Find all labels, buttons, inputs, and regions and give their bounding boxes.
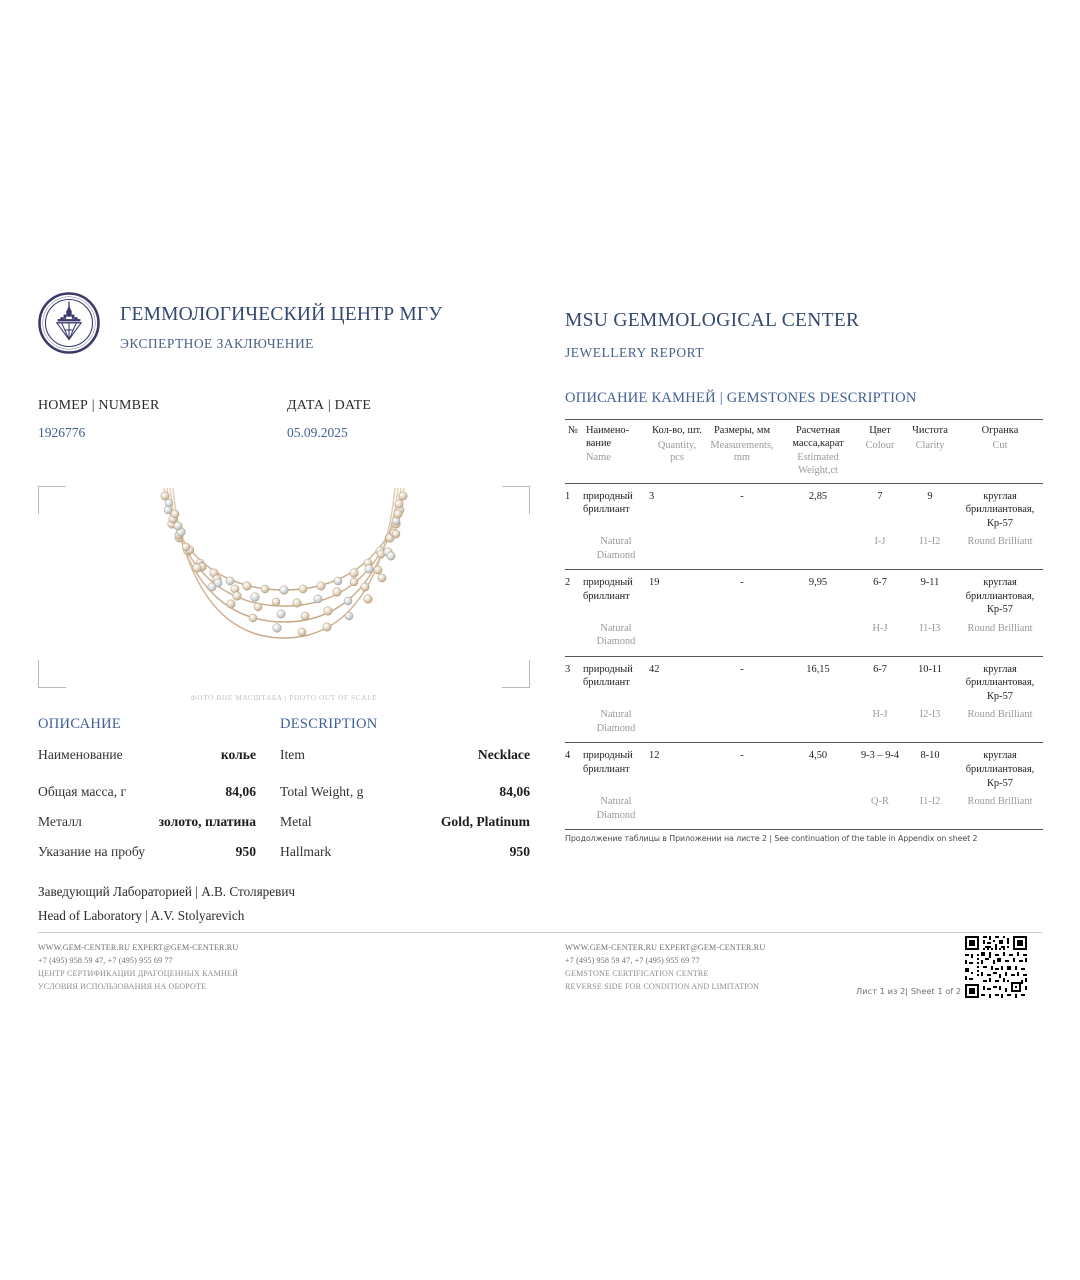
field-value: 84,06 bbox=[499, 784, 530, 799]
cell-no: 4 bbox=[565, 750, 571, 762]
cell-colour-en: Q-R bbox=[857, 790, 903, 830]
organization-title-en: MSU GEMMOLOGICAL CENTER bbox=[565, 310, 860, 331]
table-row-en bbox=[565, 703, 1043, 743]
column-header-quantity: Кол-во, шт. Quantity, pcs bbox=[649, 420, 705, 484]
column-header-name: Наимено-вание Name bbox=[583, 420, 649, 484]
field-label: Указание на пробу bbox=[38, 844, 146, 859]
cell-quantity: 12 bbox=[649, 750, 660, 762]
description-column-ru bbox=[38, 716, 256, 860]
cell-weight: 2,85 bbox=[808, 490, 828, 502]
qr-code[interactable] bbox=[963, 934, 1029, 1000]
gemstones-section bbox=[565, 390, 1043, 843]
organization-subtitle-en: JEWELLERY REPORT bbox=[565, 345, 705, 360]
field-value: 84,06 bbox=[225, 784, 256, 799]
description-row bbox=[280, 844, 530, 860]
footer-center-name-ru: ЦЕНТР СЕРТИФИКАЦИИ ДРАГОЦЕННЫХ КАМНЕЙ bbox=[38, 969, 239, 979]
photo-caption: ФОТО ВНЕ МАСШТАБА | PHOTO OUT OF SCALE bbox=[190, 693, 378, 702]
necklace-photo bbox=[134, 486, 434, 668]
cell-cut-ru: круглая бриллиантовая, Кр-57 bbox=[965, 490, 1035, 529]
report-date-value: 05.09.2025 bbox=[287, 425, 348, 440]
cell-colour-en: H-J bbox=[857, 617, 903, 657]
column-header-weight: Расчетная масса,карат Estimated Weight,ct bbox=[779, 420, 857, 484]
organization-subtitle-ru: ЭКСПЕРТНОЕ ЗАКЛЮЧЕНИЕ bbox=[120, 336, 314, 351]
cell-clarity-ru: 9-11 bbox=[920, 577, 940, 589]
cell-measurements: - bbox=[740, 490, 744, 502]
footer-phone-ru: +7 (495) 958 59 47, +7 (495) 955 69 77 bbox=[38, 956, 173, 966]
cell-colour-ru: 6-7 bbox=[873, 663, 887, 675]
cell-weight: 9,95 bbox=[808, 577, 828, 589]
table-row bbox=[565, 656, 1043, 703]
footer-website-en: WWW.GEM-CENTER.RU EXPERT@GEM-CENTER.RU bbox=[565, 943, 766, 952]
field-label: Металл bbox=[38, 814, 82, 829]
gemstones-table-head bbox=[565, 420, 1043, 484]
cell-cut-en: Round Brilliant bbox=[957, 703, 1043, 743]
cell-colour-ru: 6-7 bbox=[873, 577, 887, 589]
field-value: колье bbox=[220, 747, 256, 762]
table-row bbox=[565, 743, 1043, 790]
report-number-block bbox=[38, 398, 160, 441]
cell-spacer bbox=[705, 703, 779, 743]
cell-spacer bbox=[779, 530, 857, 570]
cell-cut-ru: круглая бриллиантовая, Кр-57 bbox=[965, 663, 1035, 702]
description-row bbox=[38, 747, 256, 763]
cell-cut-ru: круглая бриллиантовая, Кр-57 bbox=[965, 750, 1035, 789]
cell-spacer bbox=[649, 703, 705, 743]
signature-line-en: Head of Laboratory | A.V. Stolyarevich bbox=[38, 908, 245, 923]
column-header-colour: Цвет Colour bbox=[857, 420, 903, 484]
footer-conditions-en: REVERSE SIDE FOR CONDITION AND LIMITATION bbox=[565, 982, 760, 992]
cell-name-en: Natural Diamond bbox=[583, 530, 649, 570]
cell-quantity: 3 bbox=[649, 490, 655, 502]
footer-phone-en: +7 (495) 958 59 47, +7 (495) 955 69 77 bbox=[565, 956, 700, 966]
photo-corner-top-right bbox=[502, 486, 530, 514]
cell-spacer bbox=[565, 703, 583, 743]
cell-cut-en: Round Brilliant bbox=[957, 790, 1043, 830]
cell-clarity-en: I2-I3 bbox=[903, 703, 957, 743]
footer-website-ru: WWW.GEM-CENTER.RU EXPERT@GEM-CENTER.RU bbox=[38, 943, 239, 952]
column-header-cut: Огранка Cut bbox=[957, 420, 1043, 484]
description-column-en bbox=[280, 716, 530, 860]
header-right bbox=[565, 310, 859, 361]
cell-clarity-en: I1-I2 bbox=[903, 790, 957, 830]
description-heading-en: DESCRIPTION bbox=[280, 716, 378, 732]
cell-weight: 16,15 bbox=[806, 663, 830, 675]
organization-title-ru: ГЕММОЛОГИЧЕСКИЙ ЦЕНТР МГУ bbox=[120, 304, 443, 325]
jewellery-photo-area bbox=[38, 486, 530, 702]
field-label: Hallmark bbox=[280, 844, 332, 859]
field-value: Gold, Platinum bbox=[440, 814, 530, 829]
cell-quantity: 19 bbox=[649, 577, 660, 589]
signature-line-ru: Заведующий Лабораторией | А.В. Столяревич bbox=[38, 884, 296, 899]
cell-name-ru: природный бриллиант bbox=[583, 663, 633, 689]
cell-colour-en: I-J bbox=[857, 530, 903, 570]
footer-divider bbox=[38, 932, 1042, 933]
gemstones-heading: ОПИСАНИЕ КАМНЕЙ | GEMSTONES DESCRIPTION bbox=[565, 390, 917, 406]
msu-gemmological-center-seal-icon bbox=[38, 292, 100, 354]
cell-name-ru: природный бриллиант bbox=[583, 490, 633, 516]
field-label: Наименование bbox=[38, 747, 123, 762]
cell-spacer bbox=[565, 530, 583, 570]
cell-no: 1 bbox=[565, 490, 571, 502]
cell-measurements: - bbox=[740, 577, 744, 589]
footer-center-name-en: GEMSTONE CERTIFICATION CENTRE bbox=[565, 969, 709, 979]
cell-spacer bbox=[705, 617, 779, 657]
field-label: Общая масса, г bbox=[38, 784, 127, 799]
field-value: 950 bbox=[235, 844, 256, 859]
column-header-no: № bbox=[565, 420, 583, 484]
cell-spacer bbox=[649, 530, 705, 570]
cell-cut-en: Round Brilliant bbox=[957, 530, 1043, 570]
footer-right bbox=[565, 941, 765, 993]
table-row bbox=[565, 570, 1043, 617]
footer-left bbox=[38, 941, 238, 993]
cell-colour-ru: 9-3 – 9-4 bbox=[860, 750, 900, 762]
cell-cut-ru: круглая бриллиантовая, Кр-57 bbox=[965, 577, 1035, 616]
cell-clarity-ru: 10-11 bbox=[918, 663, 942, 675]
cell-spacer bbox=[779, 703, 857, 743]
cell-spacer bbox=[649, 617, 705, 657]
report-date-block bbox=[287, 398, 371, 441]
gemstones-table-body bbox=[565, 483, 1043, 829]
field-value: 950 bbox=[509, 844, 530, 859]
description-row bbox=[38, 844, 256, 860]
cell-spacer bbox=[705, 790, 779, 830]
cell-name-ru: природный бриллиант bbox=[583, 577, 633, 602]
footer-conditions-ru: УСЛОВИЯ ИСПОЛЬЗОВАНИЯ НА ОБОРОТЕ bbox=[38, 982, 207, 992]
table-continuation-note: Продолжение таблицы в Приложении на листе 2 | See continuation of the table in Appendix on sheet 2 bbox=[565, 834, 978, 844]
table-row-en bbox=[565, 530, 1043, 570]
cell-name-en: Natural Diamond bbox=[583, 617, 649, 657]
photo-corner-bottom-right bbox=[502, 660, 530, 688]
cell-cut-en: Round Brilliant bbox=[957, 617, 1043, 657]
cell-colour-en: H-J bbox=[857, 703, 903, 743]
cell-weight: 4,50 bbox=[808, 750, 828, 762]
description-row bbox=[38, 814, 256, 830]
cell-name-en: Natural Diamond bbox=[583, 703, 649, 743]
column-header-measurements: Размеры, мм Measurements, mm bbox=[705, 420, 779, 484]
cell-spacer bbox=[565, 617, 583, 657]
column-header-clarity: Чистота Clarity bbox=[903, 420, 957, 484]
description-heading-ru: ОПИСАНИЕ bbox=[38, 716, 122, 732]
cell-spacer bbox=[705, 530, 779, 570]
cell-spacer bbox=[779, 617, 857, 657]
cell-name-en: Natural Diamond bbox=[583, 790, 649, 830]
sheet-indicator: Лист 1 из 2| Sheet 1 of 2 bbox=[856, 986, 962, 996]
cell-spacer bbox=[565, 790, 583, 830]
field-label: Item bbox=[280, 747, 305, 762]
table-row-en bbox=[565, 617, 1043, 657]
signature-block bbox=[38, 884, 295, 924]
field-value: золото, платина bbox=[158, 814, 256, 829]
cell-spacer bbox=[649, 790, 705, 830]
table-row-en bbox=[565, 790, 1043, 830]
field-value: Necklace bbox=[477, 747, 530, 762]
table-row bbox=[565, 483, 1043, 530]
report-number-value: 1926776 bbox=[38, 425, 86, 440]
report-number-label: НОМЕР | NUMBER bbox=[38, 398, 160, 413]
photo-corner-top-left bbox=[38, 486, 66, 514]
cell-colour-ru: 7 bbox=[877, 490, 883, 502]
cell-clarity-ru: 9 bbox=[927, 490, 933, 502]
cell-clarity-en: I1-I2 bbox=[903, 530, 957, 570]
cell-quantity: 42 bbox=[649, 663, 660, 675]
field-label: Total Weight, g bbox=[280, 784, 364, 799]
field-label: Metal bbox=[280, 814, 312, 829]
cell-measurements: - bbox=[740, 663, 744, 675]
description-row bbox=[280, 784, 530, 800]
photo-corner-bottom-left bbox=[38, 660, 66, 688]
description-row bbox=[280, 814, 530, 830]
cell-clarity-en: I1-I3 bbox=[903, 617, 957, 657]
cell-spacer bbox=[779, 790, 857, 830]
cell-clarity-ru: 8-10 bbox=[920, 750, 940, 762]
gemstones-table bbox=[565, 419, 1043, 830]
cell-no: 2 bbox=[565, 577, 571, 589]
description-row bbox=[38, 784, 256, 800]
report-date-label: ДАТА | DATE bbox=[287, 398, 372, 413]
cell-name-ru: природный бриллиант bbox=[583, 750, 633, 775]
cell-no: 3 bbox=[565, 663, 571, 675]
cell-measurements: - bbox=[740, 750, 744, 762]
description-row bbox=[280, 747, 530, 763]
